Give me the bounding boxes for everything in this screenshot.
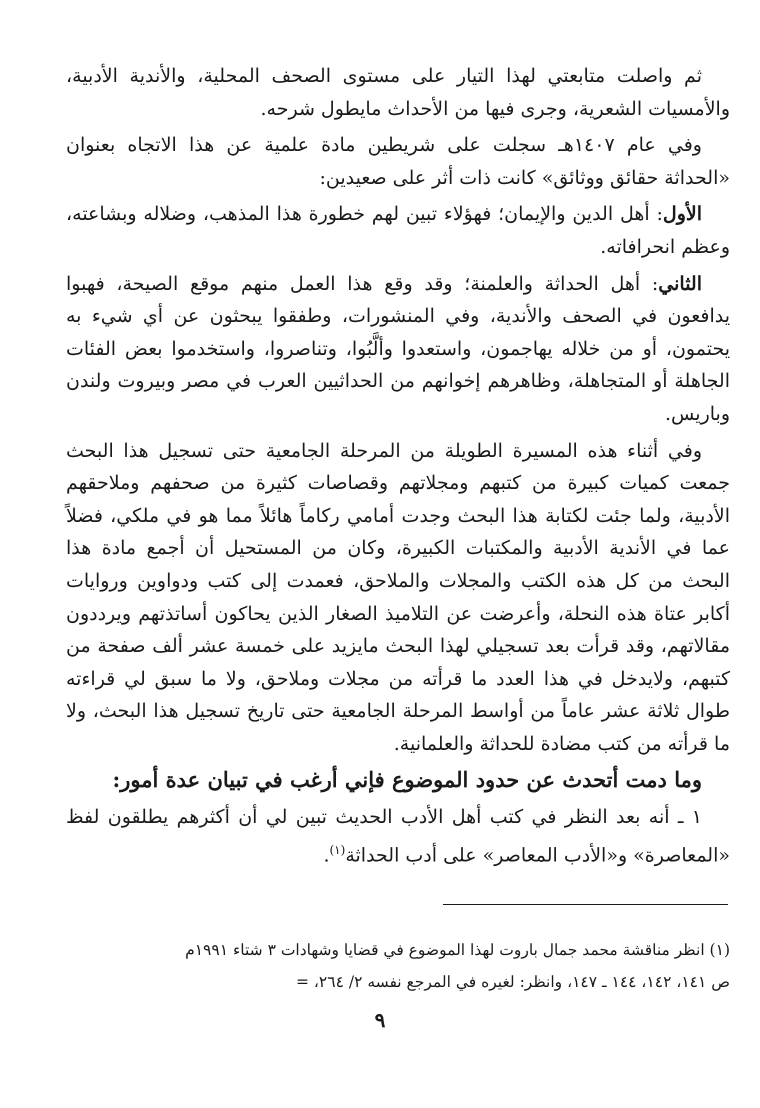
footnote-divider bbox=[443, 904, 728, 905]
numbered-point bbox=[66, 801, 730, 872]
label-second: الثاني bbox=[658, 272, 702, 295]
page-number: ٩ bbox=[374, 1008, 386, 1032]
paragraph: وفي عام ١٤٠٧هـ سجلت على شريطين مادة علمية عن هذا الاتجاه بعنوان «الحداثة حقائق ووثائق» كانت ذات أثر على صعيدين: bbox=[66, 134, 730, 189]
paragraph-second-group bbox=[66, 268, 730, 431]
main-text bbox=[66, 60, 730, 876]
paragraph-first-group bbox=[66, 198, 730, 263]
footnote-line: (١) انظر مناقشة محمد جمال باروت لهذا الموضوع في قضايا وشهادات ٣ شتاء ١٩٩١م bbox=[185, 941, 730, 959]
label-first: الأول bbox=[662, 203, 702, 226]
point-text: ١ ـ أنه بعد النظر في كتب أهل الأدب الحديث تبين لي أن أكثرهم يطلقون لفظ «المعاصرة» و«الأدب المعاصر» على أدب الحداثة bbox=[66, 806, 730, 866]
point-end: . bbox=[323, 843, 330, 866]
paragraph: ثم واصلت متابعتي لهذا التيار على مستوى الصحف المحلية، والأندية الأدبية، والأمسيات الشعرية، وجرى فيها من الأحداث مايطول شرحه. bbox=[66, 65, 730, 120]
paragraph: وفي أثناء هذه المسيرة الطويلة من المرحلة الجامعية حتى تسجيل هذا البحث جمعت كميات كبيرة من كتبهم ومجلاتهم وقصاصات كثيرة من صحفهم وملاحقهم الأدبية، ولما جئت لكتابة هذا البحث وجدت أمامي ركاماً هائلاً مما هو في ملكي، فضلاً عما في الأندية الأدبية والمكتبات الكبيرة، وكان من المستحيل أن أجمع مادة هذا البحث من كل هذه الكتب والمجلات والملاحق، فعمدت إلى كتب ودواوين وروايات أكابر عتاة هذه النحلة، وأعرضت عن التلاميذ الصغار الذين يحاكون أساتذتهم ويرددون مقالاتهم، وقد قرأت بعد تسجيلي لهذا البحث مايزيد على خمسة عشر ألف صفحة من كتبهم، ولايدخل في هذا العدد ما قرأته من مجلات وملاحق، ولا ما سبق لي قراءته طوال ثلاثة عشر عاماً من أواسط المرحلة الجامعية حتى تاريخ تسجيل هذا البحث، ولا ما قرأته من كتب مضادة للحداثة والعلمانية. bbox=[66, 439, 730, 755]
paragraph-text: : أهل الحداثة والعلمنة؛ وقد وقع هذا العمل منهم موقع الصيحة، فهبوا يدافعون في الصحف والأندية، وفي المنشورات، وطفقوا يبحثون عن أي شيء به يحتمون، أو من خلاله يهاجمون، واستعدوا وألَّبُوا، وتناصروا، واستخدموا بعض الفئات الجاهلة أو المتجاهلة، وظاهرهم إخوانهم من الحداثيين العرب في مصر وبيروت ولندن وباريس. bbox=[66, 272, 730, 425]
footnote-line: ص ١٤١، ١٤٢، ١٤٤ ـ ١٤٧، وانظر: لغيره في المرجع نفسه ٢/ ٢٦٤، = bbox=[296, 973, 730, 991]
section-heading: وما دمت أتحدث عن حدود الموضوع فإني أرغب في تبيان عدة أمور: bbox=[112, 767, 702, 793]
paragraph-text: : أهل الدين والإيمان؛ فهؤلاء تبين لهم خطورة هذا المذهب، وضلاله وبشاعته، وعظم انحرافاته. bbox=[66, 203, 730, 258]
footnote-ref: (١) bbox=[329, 842, 346, 857]
footnote bbox=[66, 934, 730, 998]
